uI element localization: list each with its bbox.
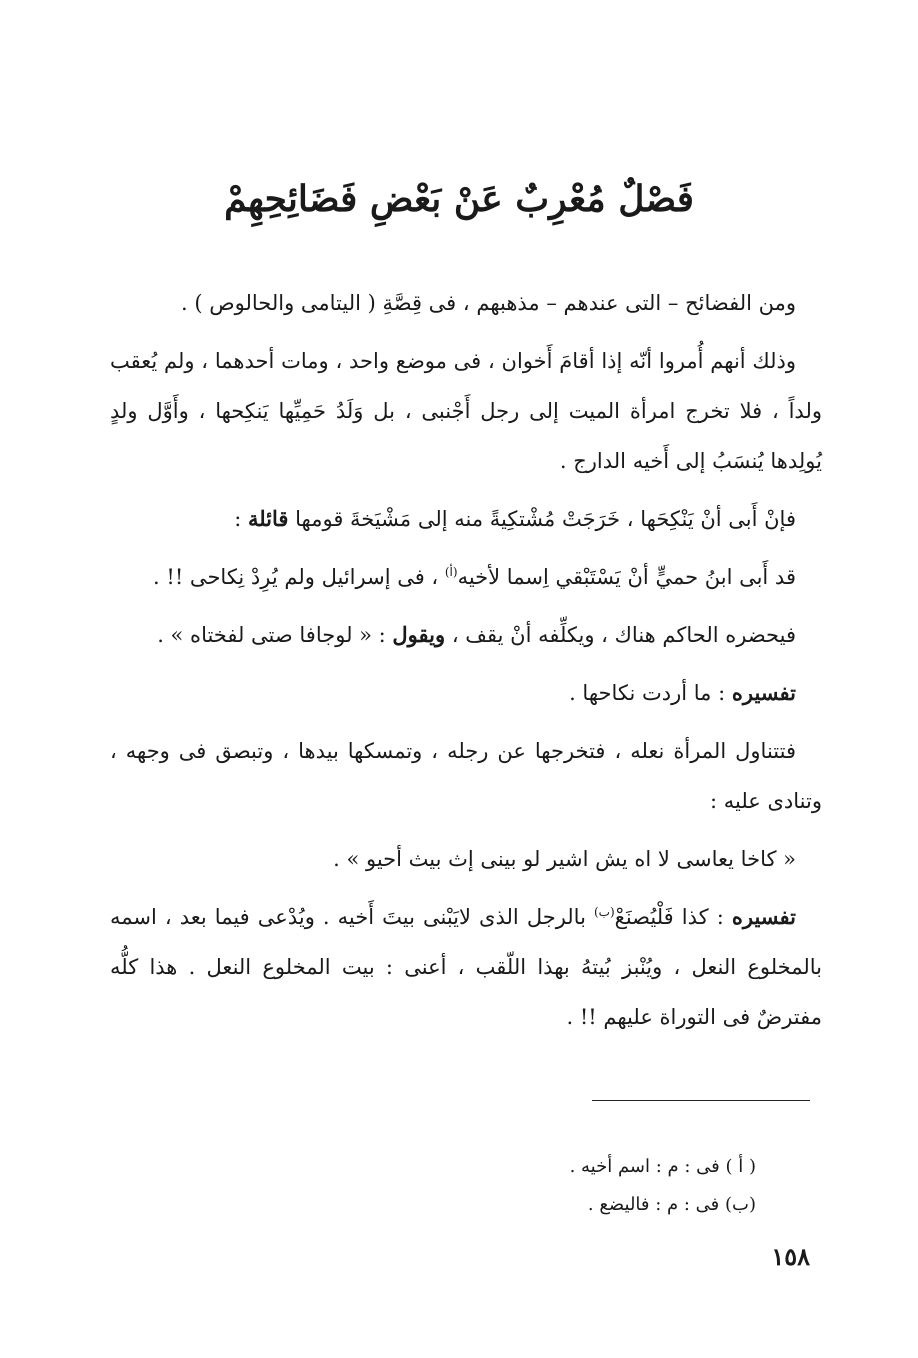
body-text [110, 278, 822, 1050]
paragraph-3-text: فإنْ أَبى أنْ يَنْكِحَها ، خَرَجَتْ مُشْتكِيةً منه إلى مَشْيَخةَ قومها [295, 507, 796, 531]
paragraph-9 [110, 892, 822, 1042]
paragraph-3-end: : [234, 507, 248, 531]
paragraph-5-text-a: فيحضره الحاكم هناك ، ويكلِّفه أنْ يقف ، [445, 623, 796, 647]
chapter-title: فَصْلٌ مُعْرِبٌ عَنْ بَعْضِ فَضَائِحِهِمْ [224, 178, 694, 220]
footnote-ref-b: (ب) [594, 905, 615, 919]
paragraph-2: وذلك أنهم أُمروا أنّه إذا أقامَ أَخوان ، فى موضع واحد ، ومات أحدهما ، ولم يُعقب ولداً ، فلا تخرج امرأة الميت إلى رجل أَجْنبى ، بل وَلَدُ حَمِيِّها يَنكِحها ، وأَوَّل ولدٍ يُولِدها يُنسَبُ إلى أَخيه الدارج . [110, 349, 822, 473]
page-number: ١٥٨ [771, 1242, 810, 1271]
paragraph-3-bold: قائلة [247, 506, 289, 531]
paragraph-4 [110, 552, 822, 602]
paragraph-9-text-b: بالرجل الذى لايَبْنى بيتَ أَخيه . ويُدْعى فيما بعد ، اسمه بالمخلوع النعل ، ويُنْبز بُيتهُ بهذا اللّقب ، أعنى : بيت المخلوع النعل . هذا كلُّه مفترضٌ فى التوراة عليهم !! . [110, 905, 822, 1029]
footnote-b: (ب) فى : م : فاليضع . [587, 1194, 756, 1215]
footnote-a: ( أ ) فى : م : اسم أخيه . [569, 1156, 756, 1177]
paragraph-9-bold: تفسيره [731, 904, 796, 929]
paragraph-6-text: : ما أردت نكاحها . [569, 681, 732, 705]
paragraph-4-text-a: قد أَبى ابنُ حميٍّ أنْ يَسْتَبْقي اِسما لأخيه [457, 565, 796, 589]
paragraph-8: « كاخا يعاسى لا اه يش اشير لو بينى إث بيث أحيو » . [333, 847, 796, 871]
paragraph-5-bold: ويقول [392, 622, 446, 647]
paragraph-1: ومن الفضائح – التى عندهم – مذهبهم ، فى قِصَّةِ ( اليتامى والحالوص ) . [181, 291, 796, 315]
paragraph-9-text-a: : كذا فَلْيُصنَعْ [614, 905, 732, 929]
paragraph-4-text-b: ، فى إسرائيل ولم يُرِدْ نِكاحى !! . [153, 565, 445, 589]
footnote-ref-a: (أ) [444, 565, 458, 579]
paragraph-5-text-b: : « لوجافا صتى لفختاه » . [157, 623, 393, 647]
footnotes [570, 1148, 756, 1224]
paragraph-6-bold: تفسيره [731, 680, 796, 705]
paragraph-3 [110, 494, 822, 544]
paragraph-6 [110, 668, 822, 718]
paragraph-5 [110, 610, 822, 660]
paragraph-7: فتتناول المرأة نعله ، فتخرجها عن رجله ، وتمسكها بيدها ، وتبصق فى وجهه ، وتنادى عليه : [110, 739, 822, 813]
footnote-divider [592, 1100, 810, 1101]
